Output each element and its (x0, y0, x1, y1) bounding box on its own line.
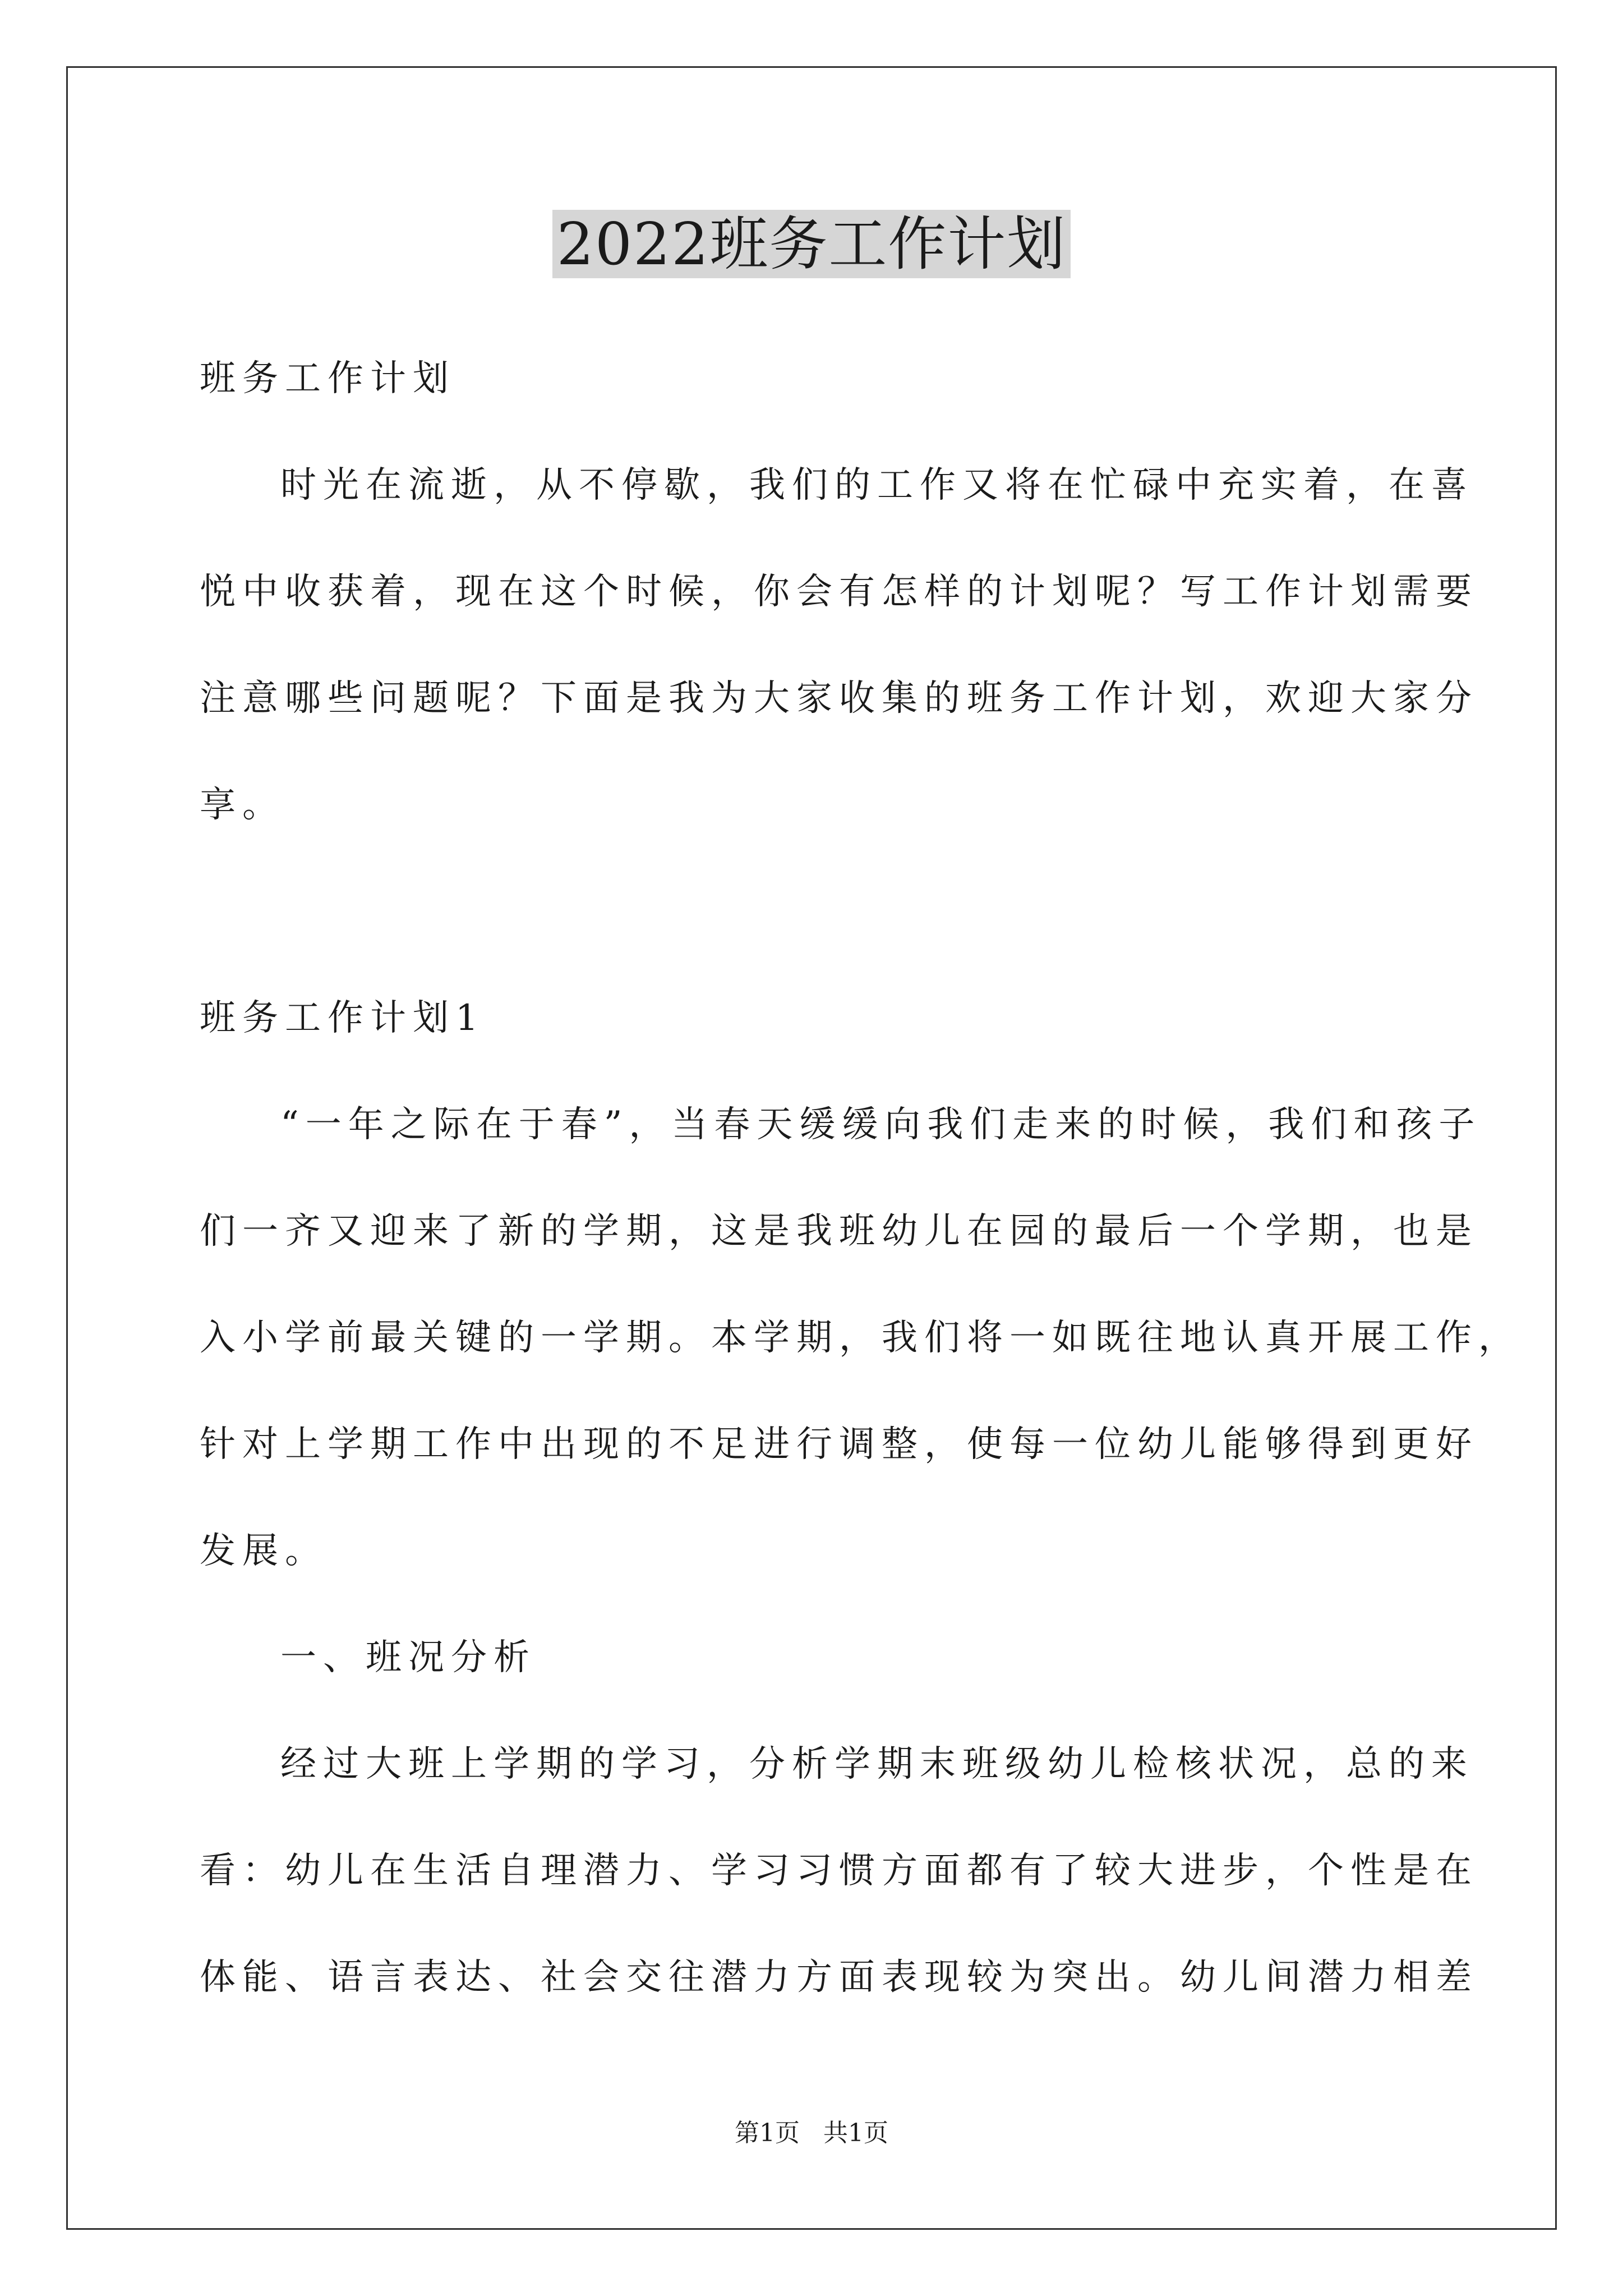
section-heading: 班务工作计划 (200, 358, 455, 399)
paragraph-line: 享。 (200, 784, 285, 826)
section-heading: 班务工作计划1 (200, 997, 485, 1039)
paragraph-line: 悦中收获着，现在这个时候，你会有怎样的计划呢？写工作计划需要 (200, 571, 1478, 613)
page-number: 第1页 (735, 2119, 800, 2147)
paragraph-line: 体能、语言表达、社会交往潜力方面表现较为突出。幼儿间潜力相差 (200, 1957, 1478, 1998)
paragraph-line: 看：幼儿在生活自理潜力、学习习惯方面都有了较大进步，个性是在 (200, 1850, 1478, 1892)
title-text: 2022班务工作计划 (552, 210, 1071, 278)
subsection-heading: 一、班况分析 (280, 1637, 536, 1678)
paragraph-line: 发展。 (200, 1530, 328, 1572)
page-total: 共1页 (823, 2119, 888, 2147)
paragraph-line: 们一齐又迎来了新的学期，这是我班幼儿在园的最后一个学期，也是 (200, 1211, 1478, 1252)
document-title (0, 208, 1623, 280)
paragraph-line: “一年之际在于春”，当春天缓缓向我们走来的时候，我们和孩子 (280, 1104, 1482, 1145)
paragraph-line: 入小学前最关键的一学期。本学期，我们将一如既往地认真开展工作， (200, 1317, 1521, 1359)
page-footer (0, 2118, 1623, 2149)
paragraph-line: 针对上学期工作中出现的不足进行调整，使每一位幼儿能够得到更好 (200, 1424, 1478, 1465)
paragraph-line: 经过大班上学期的学习，分析学期末班级幼儿检核状况，总的来 (280, 1743, 1474, 1785)
paragraph-line: 注意哪些问题呢？下面是我为大家收集的班务工作计划，欢迎大家分 (200, 678, 1478, 719)
paragraph-line: 时光在流逝，从不停歇，我们的工作又将在忙碌中充实着，在喜 (280, 464, 1474, 506)
